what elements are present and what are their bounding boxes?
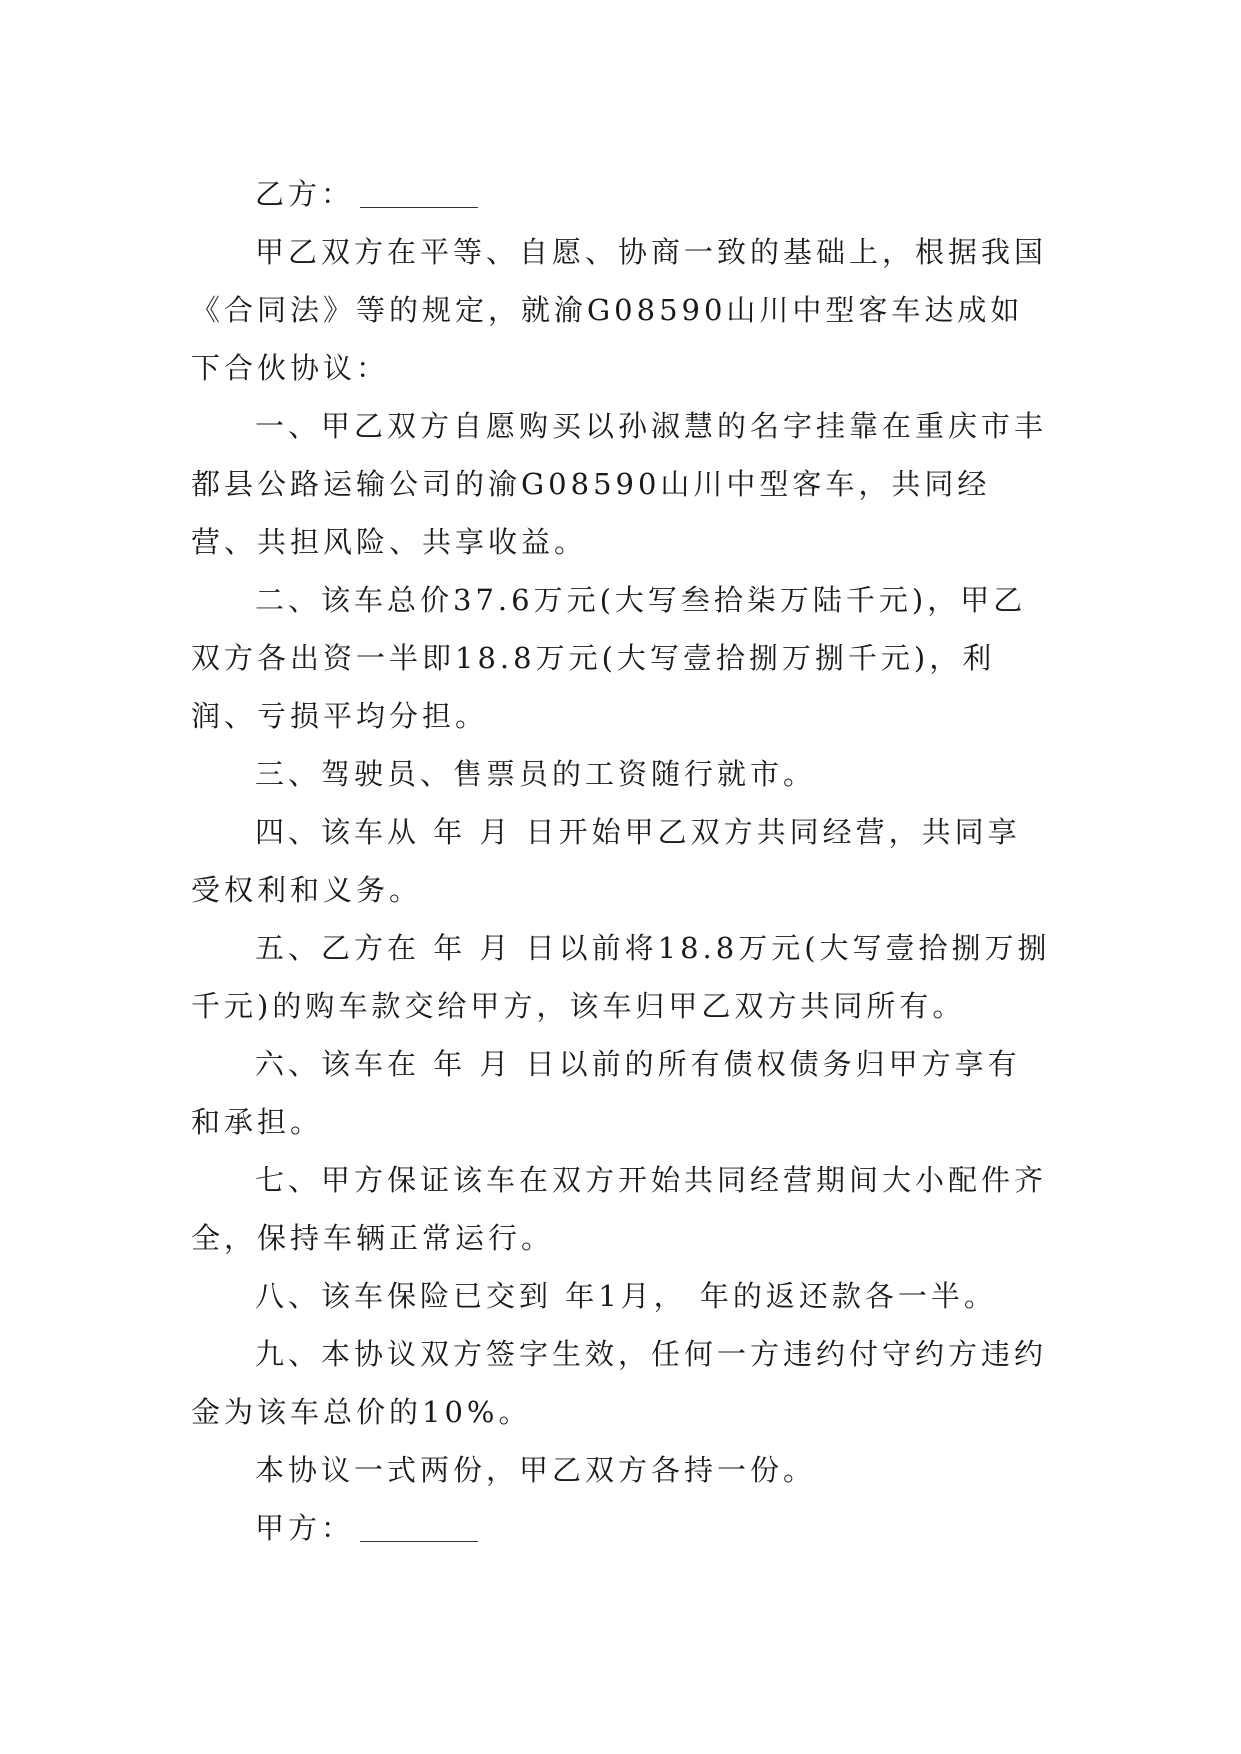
clause-3: 三、驾驶员、售票员的工资随行就市。: [255, 757, 817, 791]
clause-2: 二、该车总价37.6万元(大写叁拾柒万陆千元)，甲乙双方各出资一半即18.8万元(大写壹拾捌万捌千元)，利润、亏损平均分担。: [191, 583, 1027, 733]
party-a-label: 甲方：: [255, 1511, 355, 1545]
party-a-signature-line: [191, 1499, 1051, 1557]
party-b-signature-line: [191, 165, 1051, 223]
clause-7: 七、甲方保证该车在双方开始共同经营期间大小配件齐全，保持车辆正常运行。: [191, 1163, 1048, 1255]
clause-1: 一、甲乙双方自愿购买以孙淑慧的名字挂靠在重庆市丰都县公路运输公司的渝G08590山川中型客车，共同经营、共担风险、共享收益。: [191, 409, 1048, 559]
clause-5: 五、乙方在 年 月 日以前将18.8万元(大写壹拾捌万捌千元)的购车款交给甲方，该车归甲乙双方共同所有。: [191, 931, 1051, 1023]
document-page: [191, 165, 1051, 1557]
clause-8: 八、该车保险已交到 年1月， 年的返还款各一半。: [255, 1279, 997, 1313]
clause-6: 六、该车在 年 月 日以前的所有债权债务归甲方享有和承担。: [191, 1047, 1021, 1139]
clause-9: 九、本协议双方签字生效，任何一方违约付守约方违约金为该车总价的10%。: [191, 1337, 1048, 1429]
party-a-blank: [360, 1517, 478, 1542]
party-b-label: 乙方：: [255, 177, 355, 211]
copies-note: 本协议一式两份，甲乙双方各持一份。: [255, 1453, 817, 1487]
clause-4: 四、该车从 年 月 日开始甲乙双方共同经营，共同享受权利和义务。: [191, 815, 1021, 907]
intro-paragraph: 甲乙双方在平等、自愿、协商一致的基础上，根据我国《合同法》等的规定，就渝G08590山川中型客车达成如下合伙协议：: [191, 235, 1048, 385]
party-b-blank: [360, 183, 478, 208]
